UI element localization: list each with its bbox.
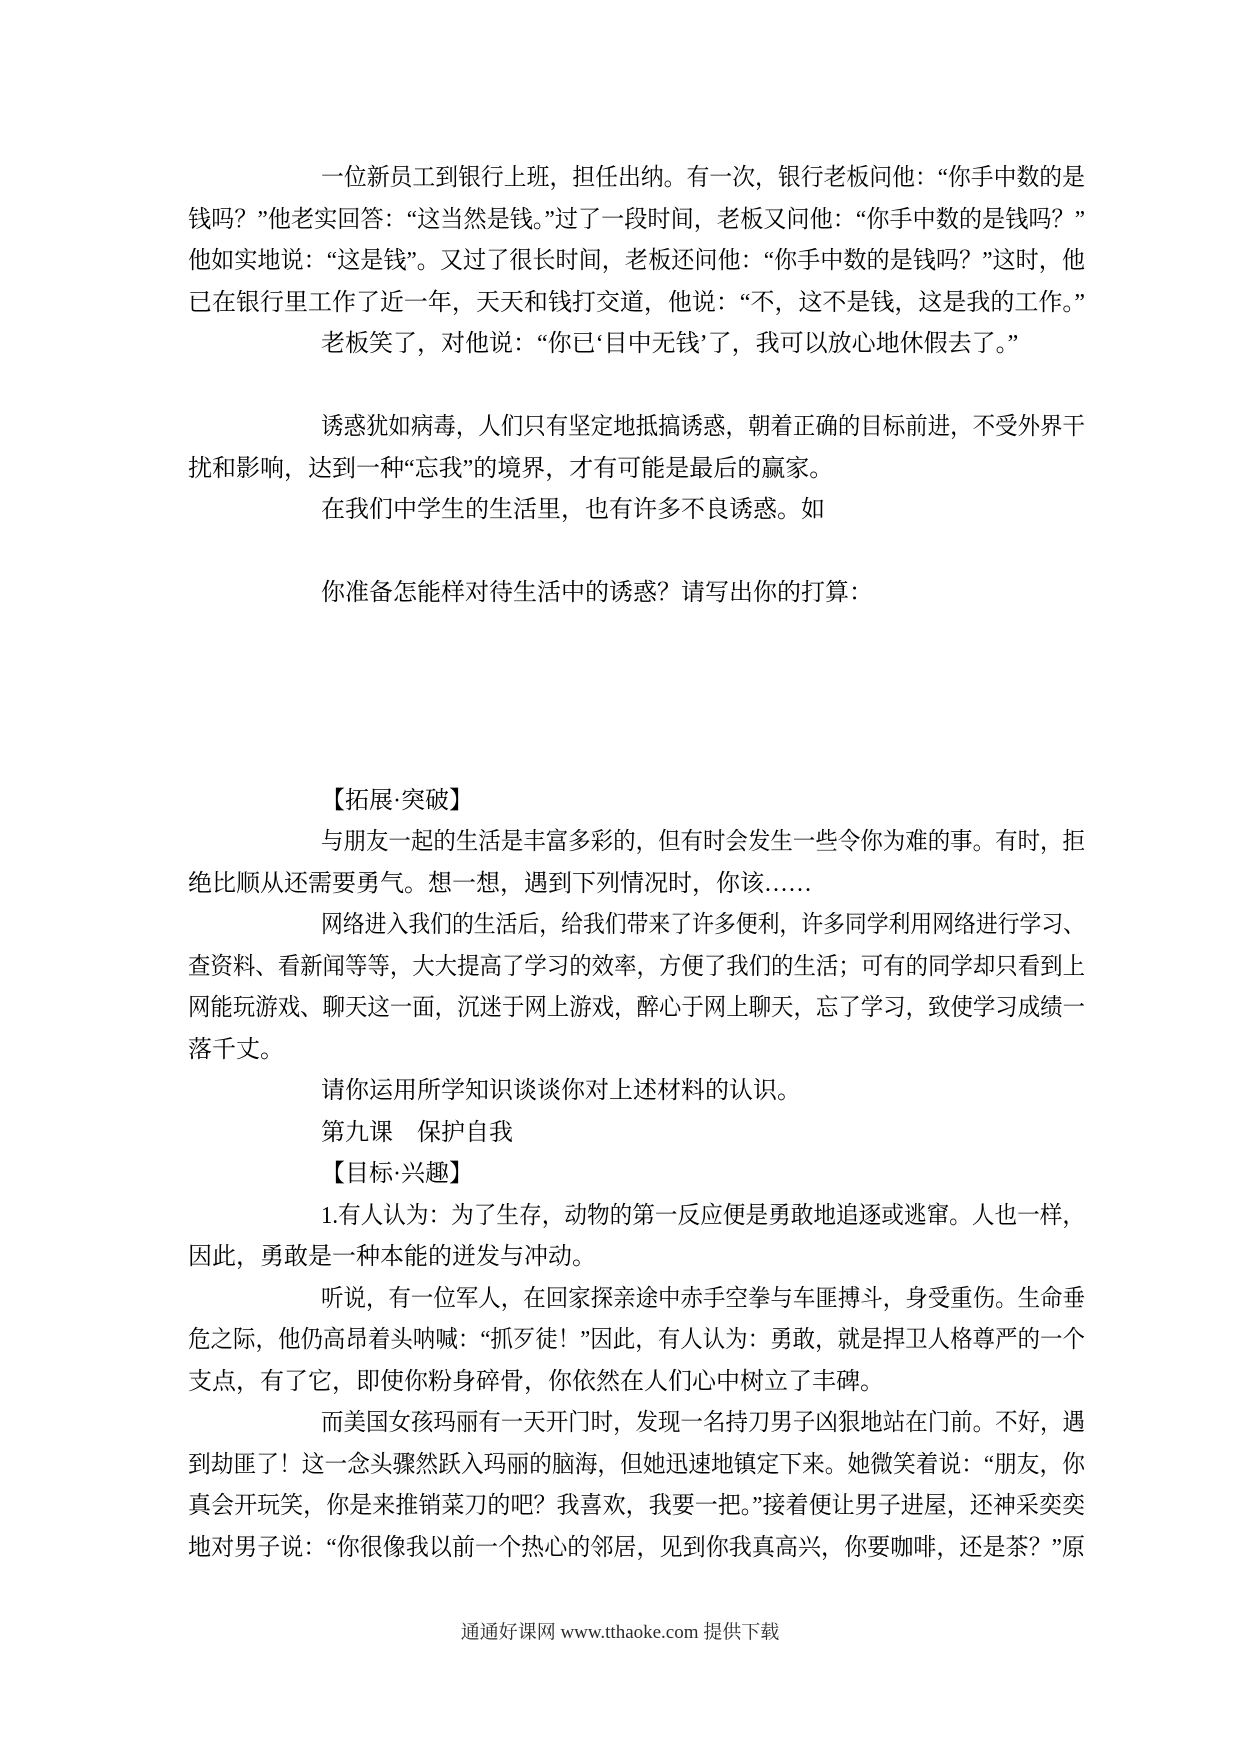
paragraph-bank-clerk-story — [188, 158, 1085, 324]
paragraph-soldier-story — [188, 1279, 1085, 1404]
heading-goal-interest — [188, 1154, 1085, 1196]
text-line: 地对男子说：“你很像我以前一个热心的邻居，见到你我真高兴，你要咖啡，还是茶？”原 — [188, 1534, 1085, 1561]
heading-lesson-nine — [188, 1113, 1085, 1155]
text-line: 绝比顺从还需要勇气。想一想，遇到下列情况时，你该…… — [188, 870, 812, 897]
text-line: 听说，有一位军人，在回家探亲途中赤手空拳与车匪搏斗，身受重伤。生命垂 — [321, 1285, 1085, 1312]
text-line: 第九课 保护自我 — [321, 1119, 513, 1146]
footer-watermark: 通通好课网 www.tthaoke.com 提供下载 — [460, 1622, 780, 1643]
paragraph-mary-story — [188, 1403, 1085, 1569]
paragraph-student-temptations — [188, 490, 1085, 532]
text-line: 【目标·兴趣】 — [321, 1161, 473, 1187]
paragraph-boss-reply — [188, 324, 1085, 366]
paragraph-friends-courage — [188, 822, 1085, 905]
text-line: 网能玩游戏、聊天这一面，沉迷于网上游戏，醉心于网上聊天，忘了学习，致使学习成绩一 — [188, 995, 1085, 1021]
text-line: 落千丈。 — [188, 1036, 284, 1063]
text-line: 而美国女孩玛丽有一天开门时，发现一名持刀男子凶狠地站在门前。不好，遇 — [321, 1410, 1085, 1436]
text-line: 1.有人认为：为了生存，动物的第一反应便是勇敢地追逐或逃窜。人也一样， — [321, 1202, 1085, 1229]
heading-expand-breakthrough — [188, 781, 1085, 823]
text-line: 危之际，他仍高昂着头呐喊：“抓歹徒！”因此，有人认为：勇敢，就是捍卫人格尊严的一个 — [188, 1327, 1085, 1353]
text-line: 因此，勇敢是一种本能的迸发与冲动。 — [188, 1244, 596, 1270]
text-line: 钱吗？”他老实回答：“这当然是钱。”过了一段时间，老板又问他：“你手中数的是钱吗？” — [188, 206, 1085, 233]
text-line: 真会开玩笑，你是来推销菜刀的吧？我喜欢，我要一把。”接着便让男子进屋，还神采奕奕 — [188, 1493, 1085, 1519]
text-line: 请你运用所学知识谈谈你对上述材料的认识。 — [321, 1078, 801, 1104]
paragraph-question-temptation-plan — [188, 573, 1085, 615]
page-body-text — [188, 158, 1085, 1569]
paragraph-bravery-instinct — [188, 1196, 1085, 1279]
text-line: 【拓展·突破】 — [321, 787, 473, 814]
text-line: 老板笑了，对他说：“你已‘目中无钱’了，我可以放心地休假去了。” — [321, 331, 1019, 357]
paragraph-apply-knowledge — [188, 1071, 1085, 1113]
paragraph-internet-pros-cons — [188, 905, 1085, 1071]
text-line: 支点，有了它，即使你粉身碎骨，你依然在人们心中树立了丰碑。 — [188, 1368, 884, 1395]
text-line: 已在银行里工作了近一年，天天和钱打交道，他说：“不，这不是钱，这是我的工作。” — [188, 289, 1085, 316]
text-line: 他如实地说：“这是钱”。又过了很长时间，老板还问他：“你手中数的是钱吗？”这时，他 — [188, 248, 1085, 274]
text-line: 在我们中学生的生活里，也有许多不良诱惑。如 — [321, 497, 825, 523]
text-line: 到劫匪了！这一念头骤然跃入玛丽的脑海，但她迅速地镇定下来。她微笑着说：“朋友，你 — [188, 1451, 1085, 1478]
text-line: 与朋友一起的生活是丰富多彩的，但有时会发生一些令你为难的事。有时，拒 — [321, 829, 1085, 855]
text-line: 一位新员工到银行上班，担任出纳。有一次，银行老板问他：“你手中数的是 — [321, 165, 1085, 191]
text-line: 扰和影响，达到一种“忘我”的境界，才有可能是最后的赢家。 — [188, 455, 834, 482]
text-line: 诱惑犹如病毒，人们只有坚定地抵搞诱惑，朝着正确的目标前进，不受外界干 — [321, 414, 1085, 440]
text-line: 网络进入我们的生活后，给我们带来了许多便利，许多同学利用网络进行学习、 — [321, 912, 1085, 938]
text-line: 你准备怎能样对待生活中的诱惑？请写出你的打算： — [321, 580, 873, 606]
paragraph-temptation-virus — [188, 407, 1085, 490]
text-line: 查资料、看新闻等等，大大提高了学习的效率，方便了我们的生活；可有的同学却只看到上 — [188, 953, 1085, 980]
